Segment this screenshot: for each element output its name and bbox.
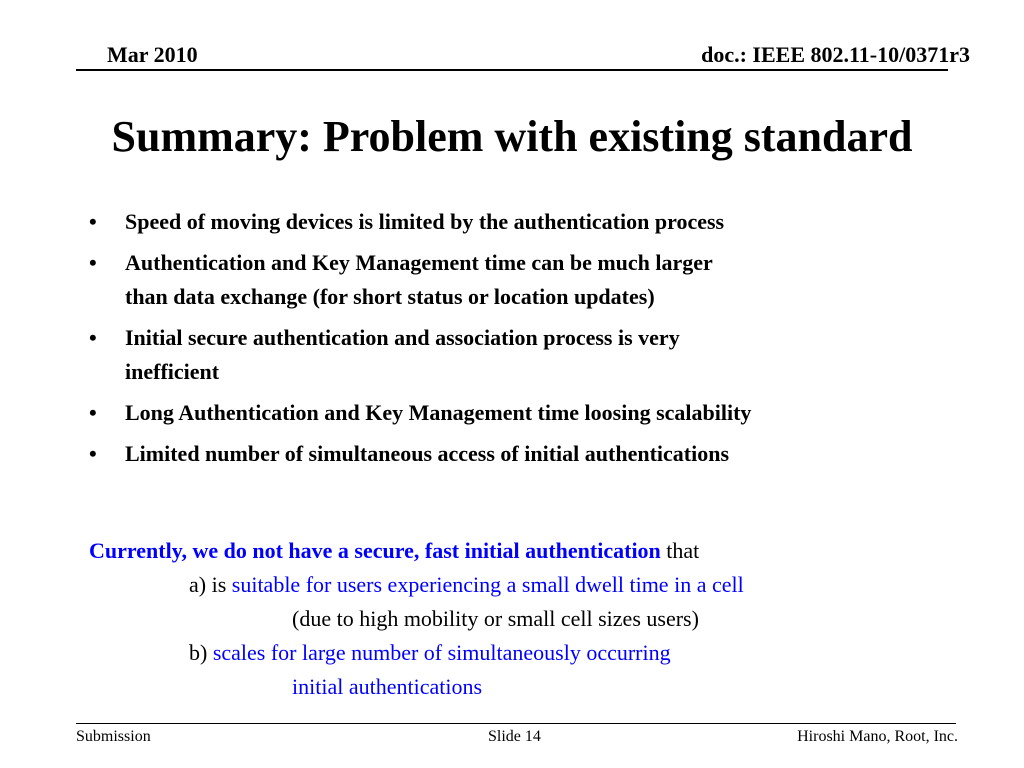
- summary-lead: [89, 534, 949, 568]
- bullet-marker: •: [89, 325, 97, 350]
- summary-item-b: [89, 636, 949, 670]
- slide-title: Summary: Problem with existing standard: [111, 112, 913, 161]
- bullet-text-continued: than data exchange (for short status or location updates): [125, 284, 655, 309]
- bullet-item: [89, 246, 949, 314]
- footer-submission: Submission: [76, 728, 151, 745]
- bullet-item: [89, 205, 949, 239]
- bullet-text: Limited number of simultaneous access of initial authentications: [125, 441, 730, 466]
- bullet-text: Initial secure authentication and association process is very: [125, 325, 680, 350]
- bullet-item: [89, 437, 949, 471]
- bullet-marker: •: [89, 441, 97, 466]
- header-date: Mar 2010: [107, 42, 198, 67]
- bullet-marker: •: [89, 250, 97, 275]
- bullet-text: Long Authentication and Key Management time loosing scalability: [125, 400, 752, 425]
- summary-item-a: [89, 568, 949, 602]
- summary-item-b-prefix: b): [189, 640, 213, 665]
- bullet-list: [89, 205, 949, 478]
- summary-block: [89, 534, 949, 704]
- summary-item-a-note: (due to high mobility or small cell sizes users): [292, 606, 699, 631]
- bullet-item: [89, 321, 949, 389]
- header-divider: [76, 69, 948, 71]
- footer-slide-number: Slide 14: [488, 728, 541, 745]
- footer-author: Hiroshi Mano, Root, Inc.: [797, 728, 958, 745]
- summary-lead-tail: that: [660, 538, 700, 563]
- bullet-item: [89, 396, 949, 430]
- header-doc-id: doc.: IEEE 802.11-10/0371r3: [701, 42, 970, 67]
- summary-item-a-prefix: a) is: [189, 572, 232, 597]
- summary-item-a-highlight: suitable for users experiencing a small dwell time in a cell: [231, 572, 744, 597]
- bullet-marker: •: [89, 400, 97, 425]
- bullet-text-continued: inefficient: [125, 359, 220, 384]
- summary-lead-highlight: Currently, we do not have a secure, fast initial authentication: [89, 538, 661, 563]
- footer-divider: [76, 723, 956, 724]
- bullet-text: Authentication and Key Management time can be much larger: [125, 250, 713, 275]
- bullet-marker: •: [89, 209, 97, 234]
- summary-item-b-continued: initial authentications: [292, 674, 483, 699]
- summary-item-b-highlight: scales for large number of simultaneously occurring: [212, 640, 671, 665]
- bullet-text: Speed of moving devices is limited by the authentication process: [125, 209, 725, 234]
